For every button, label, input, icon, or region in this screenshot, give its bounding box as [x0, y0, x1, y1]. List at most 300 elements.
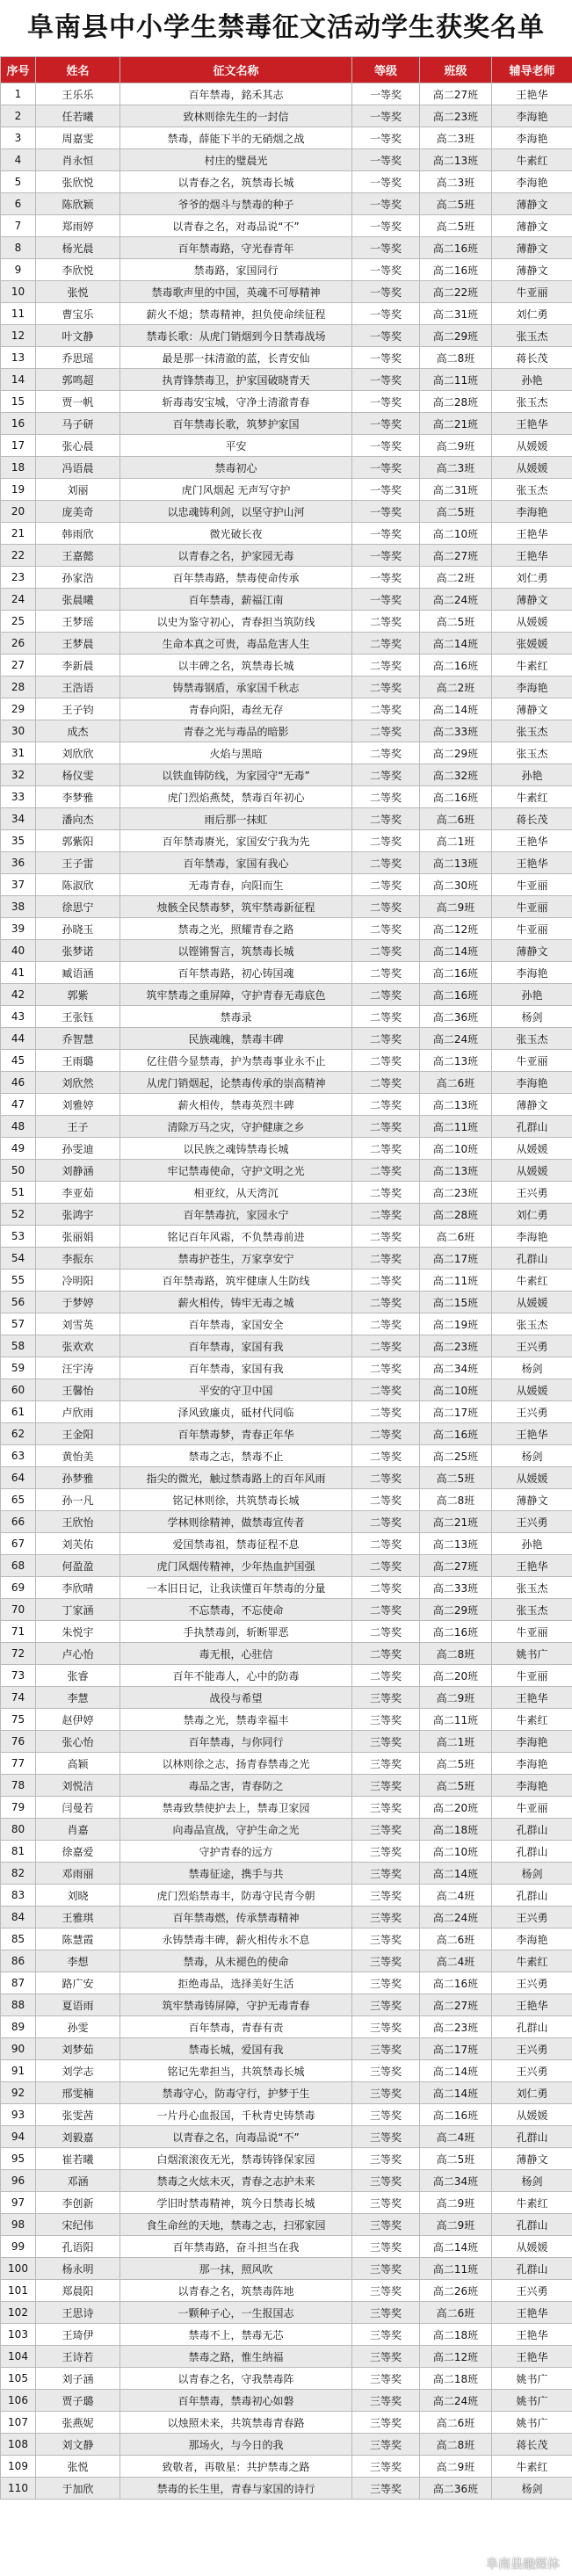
essay-title: 学旧时禁毒精神，筑今日禁毒长城 — [120, 2192, 352, 2214]
student-name: 李创新 — [36, 2192, 120, 2214]
teacher-name: 张玉杰 — [492, 1599, 572, 1621]
class-name: 高二17班 — [420, 2038, 492, 2060]
teacher-name: 王兴勇 — [492, 1182, 572, 1204]
table-row — [1, 2280, 572, 2302]
table-row — [1, 1819, 572, 1841]
award-level: 三等奖 — [352, 2060, 420, 2082]
student-name: 黄怡美 — [36, 1445, 120, 1467]
row-number: 62 — [1, 1423, 36, 1445]
row-number: 80 — [1, 1819, 36, 1841]
class-name: 高二10班 — [420, 523, 492, 545]
row-number: 82 — [1, 1863, 36, 1885]
class-name: 高二25班 — [420, 1445, 492, 1467]
class-name: 高二9班 — [420, 896, 492, 918]
row-number: 16 — [1, 413, 36, 435]
award-level: 二等奖 — [352, 1028, 420, 1050]
table-row — [1, 830, 572, 852]
row-number: 83 — [1, 1885, 36, 1907]
award-level: 二等奖 — [352, 1072, 420, 1094]
award-level: 三等奖 — [352, 2104, 420, 2126]
essay-title: 百年禁毒路，守光春青年 — [120, 237, 352, 259]
teacher-name: 从媛媛 — [492, 1379, 572, 1401]
award-level: 二等奖 — [352, 1511, 420, 1533]
teacher-name: 牛素红 — [492, 2456, 572, 2478]
teacher-name: 李海艳 — [492, 127, 572, 149]
row-number: 76 — [1, 1731, 36, 1753]
teacher-name: 王兴勇 — [492, 1335, 572, 1357]
class-name: 高二2班 — [420, 567, 492, 589]
teacher-name: 王艳华 — [492, 1994, 572, 2016]
class-name: 高二10班 — [420, 1379, 492, 1401]
class-name: 高二13班 — [420, 1533, 492, 1555]
row-number: 88 — [1, 1994, 36, 2016]
row-number: 96 — [1, 2170, 36, 2192]
student-name: 邓涵 — [36, 2170, 120, 2192]
class-name: 高二6班 — [420, 2412, 492, 2434]
class-name: 高二1班 — [420, 1731, 492, 1753]
student-name: 郭鸣超 — [36, 369, 120, 391]
essay-title: 禁毒，从未褪色的使命 — [120, 1950, 352, 1972]
award-level: 三等奖 — [352, 2346, 420, 2368]
row-number: 87 — [1, 1972, 36, 1994]
student-name: 杨永明 — [36, 2258, 120, 2280]
student-name: 朱悦宇 — [36, 1621, 120, 1643]
class-name: 高二14班 — [420, 1863, 492, 1885]
teacher-name: 薄静文 — [492, 1094, 572, 1116]
teacher-name: 牛亚丽 — [492, 896, 572, 918]
essay-title: 向毒品宣战，守护生命之光 — [120, 1819, 352, 1841]
award-level: 二等奖 — [352, 1643, 420, 1665]
table-row — [1, 742, 572, 764]
student-name: 王金阳 — [36, 1423, 120, 1445]
student-name: 王欣怡 — [36, 1511, 120, 1533]
class-name: 高二14班 — [420, 940, 492, 962]
essay-title: 百年禁毒，禁毒初心如磐 — [120, 2390, 352, 2412]
class-name: 高二1班 — [420, 830, 492, 852]
row-number: 24 — [1, 589, 36, 611]
student-name: 王梦晨 — [36, 633, 120, 655]
award-level: 二等奖 — [352, 1621, 420, 1643]
award-level: 一等奖 — [352, 303, 420, 325]
table-row — [1, 1928, 572, 1950]
award-level: 三等奖 — [352, 1950, 420, 1972]
row-number: 77 — [1, 1753, 36, 1775]
table-row — [1, 1445, 572, 1467]
award-level: 一等奖 — [352, 281, 420, 303]
student-name: 张欣悦 — [36, 171, 120, 193]
class-name: 高二24班 — [420, 1028, 492, 1050]
teacher-name: 张玉杰 — [492, 1313, 572, 1335]
teacher-name: 王艳华 — [492, 852, 572, 874]
class-name: 高二29班 — [420, 742, 492, 764]
row-number: 95 — [1, 2148, 36, 2170]
student-name: 邓雨丽 — [36, 1863, 120, 1885]
class-name: 高二31班 — [420, 303, 492, 325]
student-name: 崔若曦 — [36, 2148, 120, 2170]
class-name: 高二22班 — [420, 281, 492, 303]
student-name: 王梦瑶 — [36, 611, 120, 633]
row-number: 93 — [1, 2104, 36, 2126]
student-name: 邢雯楠 — [36, 2082, 120, 2104]
student-name: 刘晓 — [36, 1885, 120, 1907]
student-name: 曹宝乐 — [36, 303, 120, 325]
award-level: 一等奖 — [352, 127, 420, 149]
award-level: 二等奖 — [352, 962, 420, 984]
table-row — [1, 1006, 572, 1028]
student-name: 刘雅婷 — [36, 1094, 120, 1116]
row-number: 103 — [1, 2324, 36, 2346]
award-level: 二等奖 — [352, 720, 420, 742]
student-name: 王琦伊 — [36, 2324, 120, 2346]
class-name: 高二28班 — [420, 391, 492, 413]
table-row — [1, 127, 572, 149]
table-row — [1, 1841, 572, 1863]
award-level: 二等奖 — [352, 896, 420, 918]
award-level: 二等奖 — [352, 1577, 420, 1599]
class-name: 高二23班 — [420, 1335, 492, 1357]
essay-title: 薪火不熄；禁毒精神，担负使命续征程 — [120, 303, 352, 325]
essay-title: 薪火相传，铸牢无毒之城 — [120, 1292, 352, 1313]
student-name: 张鸿宇 — [36, 1204, 120, 1226]
award-level: 三等奖 — [352, 1775, 420, 1797]
award-level: 三等奖 — [352, 1972, 420, 1994]
award-level: 三等奖 — [352, 2170, 420, 2192]
teacher-name: 张玉杰 — [492, 720, 572, 742]
row-number: 36 — [1, 852, 36, 874]
row-number: 17 — [1, 435, 36, 457]
essay-title: 以林则徐之志，扬青春禁毒之光 — [120, 1753, 352, 1775]
table-row — [1, 501, 572, 523]
award-level: 三等奖 — [352, 1994, 420, 2016]
student-name: 孔语阳 — [36, 2236, 120, 2258]
student-name: 孙梦雅 — [36, 1467, 120, 1489]
table-header — [1, 57, 572, 83]
award-level: 二等奖 — [352, 1248, 420, 1270]
table-row — [1, 1467, 572, 1489]
essay-title: 以丰碑之名，筑禁毒长城 — [120, 655, 352, 677]
table-row — [1, 1270, 572, 1292]
class-name: 高二13班 — [420, 149, 492, 171]
teacher-name: 牛素红 — [492, 786, 572, 808]
table-row — [1, 1950, 572, 1972]
student-name: 成杰 — [36, 720, 120, 742]
essay-title: 烛骸全民禁毒梦，筑牢禁毒新征程 — [120, 896, 352, 918]
row-number: 13 — [1, 347, 36, 369]
award-level: 三等奖 — [352, 2280, 420, 2302]
row-number: 64 — [1, 1467, 36, 1489]
award-level: 三等奖 — [352, 2478, 420, 2500]
essay-title: 禁毒路，家国同行 — [120, 259, 352, 281]
award-level: 二等奖 — [352, 1335, 420, 1357]
teacher-name: 孔群山 — [492, 2016, 572, 2038]
row-number: 40 — [1, 940, 36, 962]
award-level: 三等奖 — [352, 1753, 420, 1775]
student-name: 何盈盈 — [36, 1555, 120, 1577]
table-row — [1, 479, 572, 501]
table-row — [1, 633, 572, 655]
teacher-name: 张玉杰 — [492, 391, 572, 413]
essay-title: 爱国禁毒祖，禁毒征程不息 — [120, 1533, 352, 1555]
row-number: 51 — [1, 1182, 36, 1204]
student-name: 韩雨欣 — [36, 523, 120, 545]
row-number: 18 — [1, 457, 36, 479]
award-level: 一等奖 — [352, 215, 420, 237]
award-level: 二等奖 — [352, 1094, 420, 1116]
essay-title: 禁毒歌声里的中国，英魂不可辱精神 — [120, 281, 352, 303]
award-level: 三等奖 — [352, 2456, 420, 2478]
row-number: 5 — [1, 171, 36, 193]
student-name: 刘毅嘉 — [36, 2126, 120, 2148]
award-level: 二等奖 — [352, 677, 420, 698]
essay-title: 禁毒之火炫未灭，青春之志护未来 — [120, 2170, 352, 2192]
table-row — [1, 2368, 572, 2390]
student-name: 贾子璐 — [36, 2390, 120, 2412]
row-number: 70 — [1, 1599, 36, 1621]
essay-title: 百年禁毒抗，家园永宁 — [120, 1204, 352, 1226]
teacher-name: 王艳华 — [492, 1555, 572, 1577]
teacher-name: 薄静文 — [492, 940, 572, 962]
student-name: 陈欣颖 — [36, 193, 120, 215]
award-level: 一等奖 — [352, 435, 420, 457]
class-name: 高二16班 — [420, 1423, 492, 1445]
teacher-name: 薄静文 — [492, 237, 572, 259]
row-number: 38 — [1, 896, 36, 918]
student-name: 丁家涵 — [36, 1599, 120, 1621]
teacher-name: 从媛媛 — [492, 1160, 572, 1182]
table-row — [1, 369, 572, 391]
student-name: 郑晨阳 — [36, 2280, 120, 2302]
table-row — [1, 698, 572, 720]
row-number: 53 — [1, 1226, 36, 1248]
essay-title: 百年禁毒，与你同行 — [120, 1731, 352, 1753]
teacher-name: 王艳华 — [492, 2302, 572, 2324]
teacher-name: 牛亚丽 — [492, 1621, 572, 1643]
column-header-class: 班级 — [420, 57, 492, 83]
award-level: 二等奖 — [352, 1050, 420, 1072]
class-name: 高二16班 — [420, 786, 492, 808]
teacher-name: 蒋长茂 — [492, 2434, 572, 2456]
student-name: 李新晨 — [36, 655, 120, 677]
award-level: 一等奖 — [352, 259, 420, 281]
award-level: 一等奖 — [352, 237, 420, 259]
essay-title: 百年禁毒路，奋斗担当在我 — [120, 2236, 352, 2258]
student-name: 卢心怡 — [36, 1643, 120, 1665]
teacher-name: 从媛媛 — [492, 611, 572, 633]
table-row — [1, 786, 572, 808]
student-name: 郭紫 — [36, 984, 120, 1006]
student-name: 张心晨 — [36, 435, 120, 457]
class-name: 高二10班 — [420, 1138, 492, 1160]
award-level: 二等奖 — [352, 655, 420, 677]
table-row — [1, 2016, 572, 2038]
table-row — [1, 1797, 572, 1819]
teacher-name: 杨剑 — [492, 1863, 572, 1885]
class-name: 高二16班 — [420, 1972, 492, 1994]
class-name: 高二14班 — [420, 2236, 492, 2258]
essay-title: 百年禁毒，銘禾其志 — [120, 83, 352, 105]
table-row — [1, 435, 572, 457]
essay-title: 百年不能毒人，心中的防毒 — [120, 1665, 352, 1687]
student-name: 冯语晨 — [36, 457, 120, 479]
table-row — [1, 1357, 572, 1379]
student-name: 李欣晴 — [36, 1577, 120, 1599]
award-level: 三等奖 — [352, 1928, 420, 1950]
table-row — [1, 1775, 572, 1797]
teacher-name: 牛素红 — [492, 655, 572, 677]
class-name: 高二33班 — [420, 720, 492, 742]
teacher-name: 牛素红 — [492, 149, 572, 171]
essay-title: 青春之光与毒品的暗影 — [120, 720, 352, 742]
award-level: 二等奖 — [352, 1313, 420, 1335]
class-name: 高二11班 — [420, 1270, 492, 1292]
student-name: 刘学志 — [36, 2060, 120, 2082]
class-name: 高二9班 — [420, 2214, 492, 2236]
award-level: 二等奖 — [352, 1270, 420, 1292]
essay-title: 禁毒致禁使护去上，禁毒卫家园 — [120, 1797, 352, 1819]
class-name: 高二3班 — [420, 457, 492, 479]
essay-title: 致林则徐先生的一封信 — [120, 105, 352, 127]
award-level: 二等奖 — [352, 1379, 420, 1401]
table-row — [1, 874, 572, 896]
student-name: 孙雯 — [36, 2016, 120, 2038]
table-row — [1, 545, 572, 567]
table-row — [1, 2170, 572, 2192]
row-number: 44 — [1, 1028, 36, 1050]
award-level: 三等奖 — [352, 1819, 420, 1841]
class-name: 高二6班 — [420, 1072, 492, 1094]
row-number: 11 — [1, 303, 36, 325]
table-row — [1, 764, 572, 786]
essay-title: 一颗种子心，一生报国志 — [120, 2302, 352, 2324]
table-row — [1, 984, 572, 1006]
class-name: 高二5班 — [420, 1775, 492, 1797]
class-name: 高二36班 — [420, 2478, 492, 2500]
essay-title: 虎门风烟传精神，少年热血护国强 — [120, 1555, 352, 1577]
class-name: 高二24班 — [420, 1907, 492, 1928]
student-name: 刘静涵 — [36, 1160, 120, 1182]
essay-title: 一片丹心血报国，千秋青史铸禁毒 — [120, 2104, 352, 2126]
student-name: 李梦雅 — [36, 786, 120, 808]
table-row — [1, 215, 572, 237]
table-row — [1, 896, 572, 918]
student-name: 孙晓玉 — [36, 918, 120, 940]
class-name: 高二8班 — [420, 1489, 492, 1511]
teacher-name: 薄静文 — [492, 1489, 572, 1511]
class-name: 高二5班 — [420, 1753, 492, 1775]
teacher-name: 王艳华 — [492, 2324, 572, 2346]
award-level: 一等奖 — [352, 83, 420, 105]
essay-title: 不忘禁毒，不忘使命 — [120, 1599, 352, 1621]
table-row — [1, 918, 572, 940]
row-number: 29 — [1, 698, 36, 720]
award-level: 二等奖 — [352, 764, 420, 786]
table-row — [1, 1226, 572, 1248]
student-name: 冷明阳 — [36, 1270, 120, 1292]
class-name: 高二5班 — [420, 193, 492, 215]
essay-title: 手执禁毒剑，斩断罪恶 — [120, 1621, 352, 1643]
class-name: 高二8班 — [420, 1643, 492, 1665]
student-name: 路广安 — [36, 1972, 120, 1994]
essay-title: 一本旧日记，让我读懂百年禁毒的分量 — [120, 1577, 352, 1599]
award-level: 三等奖 — [352, 1709, 420, 1731]
award-level: 一等奖 — [352, 369, 420, 391]
teacher-name: 孔群山 — [492, 1819, 572, 1841]
teacher-name: 王兴勇 — [492, 1511, 572, 1533]
class-name: 高二6班 — [420, 1928, 492, 1950]
student-name: 刘文静 — [36, 2434, 120, 2456]
row-number: 106 — [1, 2390, 36, 2412]
table-row — [1, 1994, 572, 2016]
table-row — [1, 1489, 572, 1511]
table-row — [1, 2434, 572, 2456]
class-name: 高二5班 — [420, 2148, 492, 2170]
teacher-name: 孔群山 — [492, 2258, 572, 2280]
student-name: 杨光晨 — [36, 237, 120, 259]
teacher-name: 张玉杰 — [492, 742, 572, 764]
row-number: 98 — [1, 2214, 36, 2236]
teacher-name: 薄静文 — [492, 2148, 572, 2170]
award-level: 三等奖 — [352, 2236, 420, 2258]
essay-title: 百年禁毒，家国有我心 — [120, 852, 352, 874]
table-row — [1, 1138, 572, 1160]
teacher-name: 孙艳 — [492, 1533, 572, 1555]
student-name: 贾一帆 — [36, 391, 120, 413]
class-name: 高二15班 — [420, 1292, 492, 1313]
essay-title: 毒无根，心驻信 — [120, 1643, 352, 1665]
teacher-name: 王艳华 — [492, 83, 572, 105]
essay-title: 斩毒毒安宝城，守净土清澈青春 — [120, 391, 352, 413]
teacher-name: 从媛媛 — [492, 2104, 572, 2126]
award-level: 二等奖 — [352, 1423, 420, 1445]
award-level: 二等奖 — [352, 742, 420, 764]
teacher-name: 杨剑 — [492, 1445, 572, 1467]
student-name: 卢欣雨 — [36, 1401, 120, 1423]
essay-title: 虎门风烟起 无声写守护 — [120, 479, 352, 501]
student-name: 刘子涵 — [36, 2368, 120, 2390]
award-level: 三等奖 — [352, 2412, 420, 2434]
student-name: 刘欣然 — [36, 1072, 120, 1094]
class-name: 高二12班 — [420, 918, 492, 940]
student-name: 肖嘉 — [36, 1819, 120, 1841]
essay-title: 百年禁毒，家国有我 — [120, 1357, 352, 1379]
table-row — [1, 2060, 572, 2082]
student-name: 马子研 — [36, 413, 120, 435]
teacher-name: 薄静文 — [492, 193, 572, 215]
award-level: 三等奖 — [352, 2390, 420, 2412]
award-level: 一等奖 — [352, 391, 420, 413]
table-row — [1, 1094, 572, 1116]
essay-title: 以青春之名，筑禁毒长城 — [120, 171, 352, 193]
student-name: 刘欣欣 — [36, 742, 120, 764]
row-number: 15 — [1, 391, 36, 413]
student-name: 孙一凡 — [36, 1489, 120, 1511]
row-number: 9 — [1, 259, 36, 281]
essay-title: 禁毒的长生里，青春与家国的诗行 — [120, 2478, 352, 2500]
essay-title: 食生命丝的天地，禁毒之志，扫邪家园 — [120, 2214, 352, 2236]
essay-title: 禁毒长城，爱国有我 — [120, 2038, 352, 2060]
essay-title: 相亚纹，从天湾沉 — [120, 1182, 352, 1204]
row-number: 12 — [1, 325, 36, 347]
row-number: 92 — [1, 2082, 36, 2104]
table-row — [1, 1028, 572, 1050]
student-name: 刘芙佑 — [36, 1533, 120, 1555]
row-number: 33 — [1, 786, 36, 808]
teacher-name: 孔群山 — [492, 1116, 572, 1138]
class-name: 高二10班 — [420, 1841, 492, 1863]
essay-title: 铸禁毒钢盾，承家国千秋志 — [120, 677, 352, 698]
class-name: 高二23班 — [420, 105, 492, 127]
row-number: 14 — [1, 369, 36, 391]
